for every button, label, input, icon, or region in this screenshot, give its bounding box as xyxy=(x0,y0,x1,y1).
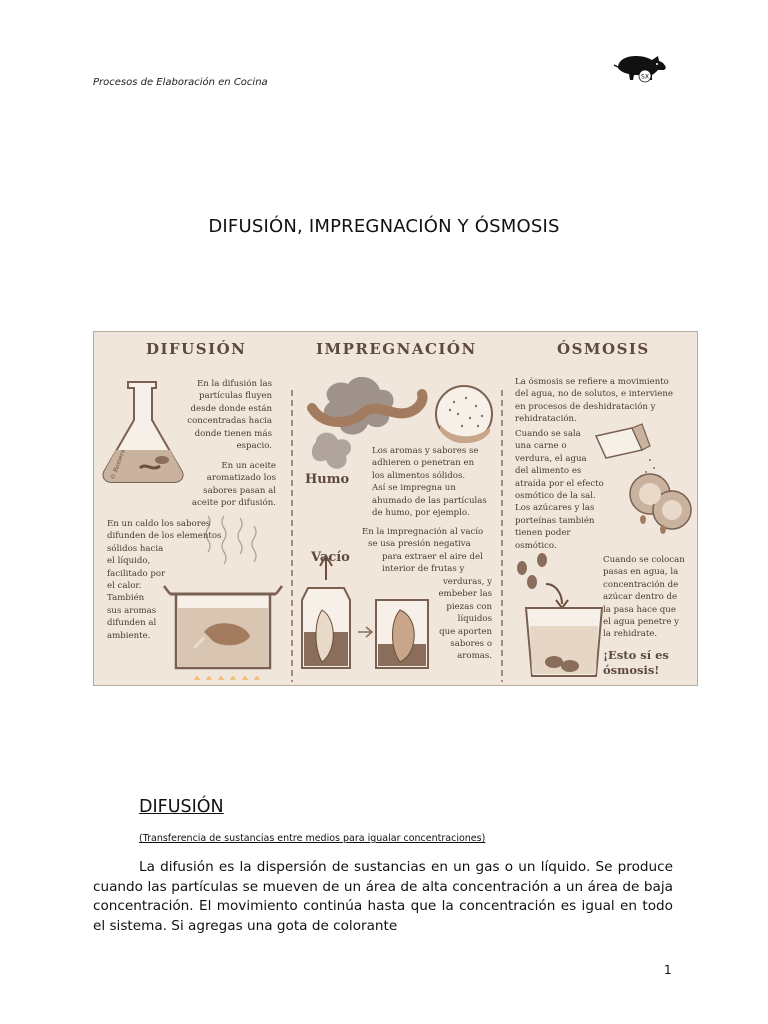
svg-text:© Romera: © Romera xyxy=(109,448,127,481)
osmosis-text-1: La ósmosis se refiere a movimiento del agua, no de solutos, e interviene en procesos de deshidratación y rehidratación. xyxy=(515,377,673,425)
infographic-diffusion-impregnation-osmosis xyxy=(93,331,698,686)
impregnacion-title: IMPREGNACIÓN xyxy=(316,340,477,358)
flame-icon xyxy=(194,676,260,680)
difusion-title: DIFUSIÓN xyxy=(146,340,247,358)
section-subtitle: (Transferencia de sustancias entre medios para igualar concentraciones) xyxy=(139,833,486,844)
page-number: 1 xyxy=(664,963,672,977)
difusion-text-2: En un aceite aromatizado los sabores pasan al aceite por difusión. xyxy=(191,461,276,509)
osmosis-text-3: Cuando se colocan pasas en agua, la concentración de azúcar dentro de la pasa hace que el agua penetre y la rehidrate. xyxy=(603,555,685,640)
difusion-text-3: En un caldo los sabores difunden de los elementos sólidos hacia el líquido, facilitado por el calor. También sus aromas difunden al ambiente. xyxy=(107,519,222,641)
raisin-glass-illustration xyxy=(517,553,602,676)
section-heading: DIFUSIÓN xyxy=(139,797,224,817)
logo-text: SX xyxy=(641,73,649,81)
osmosis-title: ÓSMOSIS xyxy=(557,340,650,358)
impregnacion-text-2b: verduras, y embeber las piezas con líquidos que aporten sabores o aromas. xyxy=(438,577,492,662)
paragraph-text: La difusión es la dispersión de sustancias en un gas o un líquido. Se produce cuando las partículas se mueven de un área de alta concentración a un área de baja concentración. El movimiento continúa hasta que la concentración es igual en todo el sistema. Si agregas una gota de colorante xyxy=(93,859,673,934)
difusion-text-1: En la difusión las partículas fluyen desde donde están concentradas hacia donde tienen más espacio. xyxy=(187,379,272,452)
flask-illustration xyxy=(103,382,182,482)
impregnacion-text-2a: En la impregnación al vacío se usa presión negativa para extraer el aire del interior de frutas y xyxy=(362,527,484,575)
vacio-label: Vacío xyxy=(311,550,350,565)
page-title: DIFUSIÓN, IMPREGNACIÓN Y ÓSMOSIS xyxy=(208,216,560,237)
document-header-title: Procesos de Elaboración en Cocina xyxy=(93,77,268,88)
osmosis-text-2: Cuando se sala una carne o verdura, el agua del alimento es atraída por el efecto osmótico de la sal. Los azúcares y las porteínas también tienen poder osmótico. xyxy=(515,429,604,551)
boar-logo-icon xyxy=(612,48,668,84)
osmosis-exclaim: ¡Esto sí es ósmosis! xyxy=(603,648,669,677)
humo-label: Humo xyxy=(305,472,350,487)
section-paragraph xyxy=(93,858,673,936)
vegetable-slices-illustration xyxy=(630,474,691,534)
impregnacion-text-1: Los aromas y sabores se adhieren o penetran en los alimentos sólidos. Así se impregna un ahumado de las partículas de humo, por ejemplo. xyxy=(372,446,487,519)
